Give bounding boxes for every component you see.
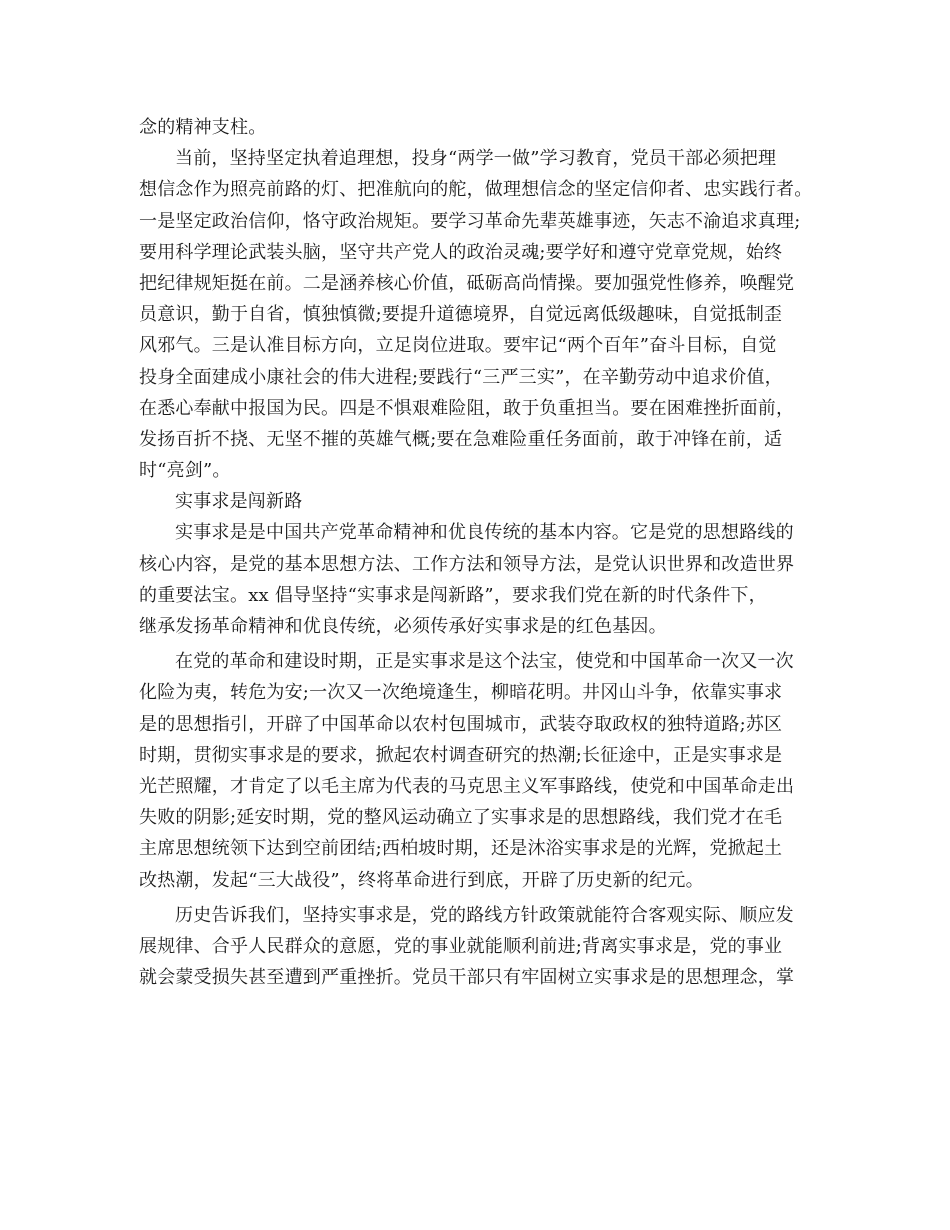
paragraph-start-line: 历史告诉我们，坚持实事求是，党的路线方针政策就能符合客观实际、顺应发 <box>175 904 794 926</box>
text-line: 风邪气。三是认准目标方向，立足岗位进取。要牢记“两个百年”奋斗目标，自觉 <box>139 335 777 357</box>
paragraph-start-line: 实事求是是中国共产党革命精神和优良传统的基本内容。它是党的思想路线的 <box>175 522 794 544</box>
text-line: 就会蒙受损失甚至遭到严重挫折。党员干部只有牢固树立实事求是的思想理念，掌 <box>139 967 795 989</box>
text-line: 光芒照耀，才肯定了以毛主席为代表的马克思主义军事路线，使党和中国革命走出 <box>139 775 795 797</box>
text-line: 是的思想指引，开辟了中国革命以农村包围城市，武装夺取政权的独特道路;苏区 <box>139 713 783 735</box>
document-body <box>139 112 819 993</box>
text-line: 想信念作为照亮前路的灯、把准航向的舵，做理想信念的坚定信仰者、忠实践行者。 <box>139 179 813 201</box>
text-line: 念的精神支柱。 <box>139 117 267 138</box>
text-line: 把纪律规矩挺在前。二是涵养核心价值，砥砺高尚情操。要加强党性修养，唤醒党 <box>139 272 795 294</box>
text-line: 失败的阴影;延安时期，党的整风运动确立了实事求是的思想路线，我们党才在毛 <box>139 807 783 829</box>
text-line: 一是坚定政治信仰，恪守政治规矩。要学习革命先辈英雄事迹，矢志不渝追求真理; <box>139 210 801 232</box>
text-line: 改热潮，发起“三大战役”，终将革命进行到底，开辟了历史新的纪元。 <box>139 869 704 891</box>
text-line: 核心内容，是党的基本思想方法、工作方法和领导方法，是党认识世界和改造世界 <box>139 553 795 575</box>
paragraph-start-line: 当前，坚持坚定执着追理想，投身“两学一做”学习教育，党员干部必须把理 <box>175 148 777 170</box>
text-line: 在悉心奉献中报国为民。四是不惧艰难险阻，敢于负重担当。要在困难挫折面前， <box>139 397 795 419</box>
text-line: 投身全面建成小康社会的伟大进程;要践行“三严三实”，在辛勤劳动中追求价值， <box>139 366 783 388</box>
text-line: 主席思想统领下达到空前团结;西柏坡时期，还是沐浴实事求是的光辉，党掀起土 <box>139 838 783 860</box>
paragraph-start-line: 在党的革命和建设时期，正是实事求是这个法宝，使党和中国革命一次又一次 <box>175 651 794 673</box>
section-heading: 实事求是闯新路 <box>175 491 303 513</box>
text-line: 发扬百折不挠、无坚不摧的英雄气概;要在急难险重任务面前，敢于冲锋在前，适 <box>139 428 783 450</box>
text-line: 继承发扬革命精神和优良传统，必须传承好实事求是的红色基因。 <box>139 616 667 637</box>
text-line: 化险为夷，转危为安;一次又一次绝境逢生，柳暗花明。井冈山斗争，依靠实事求 <box>139 682 783 704</box>
text-line: 员意识，勤于自省，慎独慎微;要提升道德境界，自觉远离低级趣味，自觉抵制歪 <box>139 304 783 326</box>
text-line: 时“亮剑”。 <box>139 460 231 482</box>
text-line: 的重要法宝。xx 倡导坚持“实事求是闯新路”，要求我们党在新的时代条件下， <box>139 584 767 606</box>
text-line: 要用科学理论武装头脑，坚守共产党人的政治灵魂;要学好和遵守党章党规，始终 <box>139 241 783 263</box>
text-line: 展规律、合乎人民群众的意愿，党的事业就能顺利前进;背离实事求是，党的事业 <box>139 935 783 957</box>
text-line: 时期，贯彻实事求是的要求，掀起农村调查研究的热潮;长征途中，正是实事求是 <box>139 744 783 766</box>
